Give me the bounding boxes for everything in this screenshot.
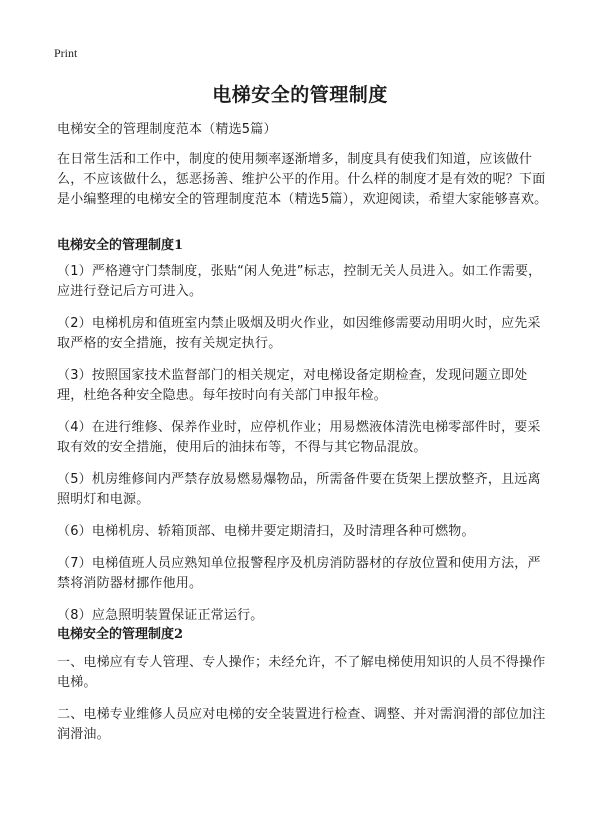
- section-2-list: [57, 653, 553, 757]
- list-item: （1）严格遵守门禁制度，张贴“闲人免进”标志，控制无关人员进入。如工作需要，应进行登记后方可进入。: [57, 264, 542, 299]
- section-heading-1: 电梯安全的管理制度1: [57, 238, 184, 253]
- section-1-list: [57, 262, 553, 638]
- list-item: （4）在进行维修、保养作业时，应停机作业；用易燃液体清洗电梯零部件时，要采取有效的安全措施，使用后的油抹布等，不得与其它物品混放。: [57, 420, 541, 455]
- list-item: 一、电梯应有专人管理、专人操作；未经允许，不了解电梯使用知识的人员不得操作电梯。: [57, 655, 546, 690]
- list-item: （3）按照国家技术监督部门的相关规定，对电梯设备定期检查，发现问题立即处理，杜绝各种安全隐患。每年按时向有关部门申报年检。: [57, 368, 528, 403]
- list-item: （6）电梯机房、轿箱顶部、电梯井要定期清扫，及时清理各种可燃物。: [57, 524, 475, 539]
- list-item: （5）机房维修间内严禁存放易燃易爆物品，所需备件要在货架上摆放整齐，且远离照明灯和电源。: [57, 472, 541, 507]
- print-link[interactable]: Print: [54, 46, 78, 60]
- section-heading-2: 电梯安全的管理制度2: [57, 627, 184, 642]
- list-item: 二、电梯专业维修人员应对电梯的安全装置进行检查、调整、并对需润滑的部位加注润滑油。: [57, 707, 546, 742]
- list-item: （8）应急照明装置保证正常运行。: [57, 608, 264, 623]
- list-item: （2）电梯机房和值班室内禁止吸烟及明火作业，如因维修需要动用明火时，应先采取严格的安全措施，按有关规定执行。: [57, 316, 541, 351]
- intro-paragraph: 在日常生活和工作中，制度的使用频率逐渐增多，制度具有使我们知道，应该做什么，不应该做什么，惩恶扬善、维护公平的作用。什么样的制度才是有效的呢？下面是小编整理的电梯安全的管理制度范本（精选5篇），欢迎阅读，希望大家能够喜欢。: [57, 152, 548, 207]
- document-subtitle: 电梯安全的管理制度范本（精选5篇）: [57, 122, 277, 137]
- list-item: （7）电梯值班人员应熟知单位报警程序及机房消防器材的存放位置和使用方法，严禁将消防器材挪作他用。: [57, 556, 541, 591]
- page-title: 电梯安全的管理制度: [212, 84, 388, 106]
